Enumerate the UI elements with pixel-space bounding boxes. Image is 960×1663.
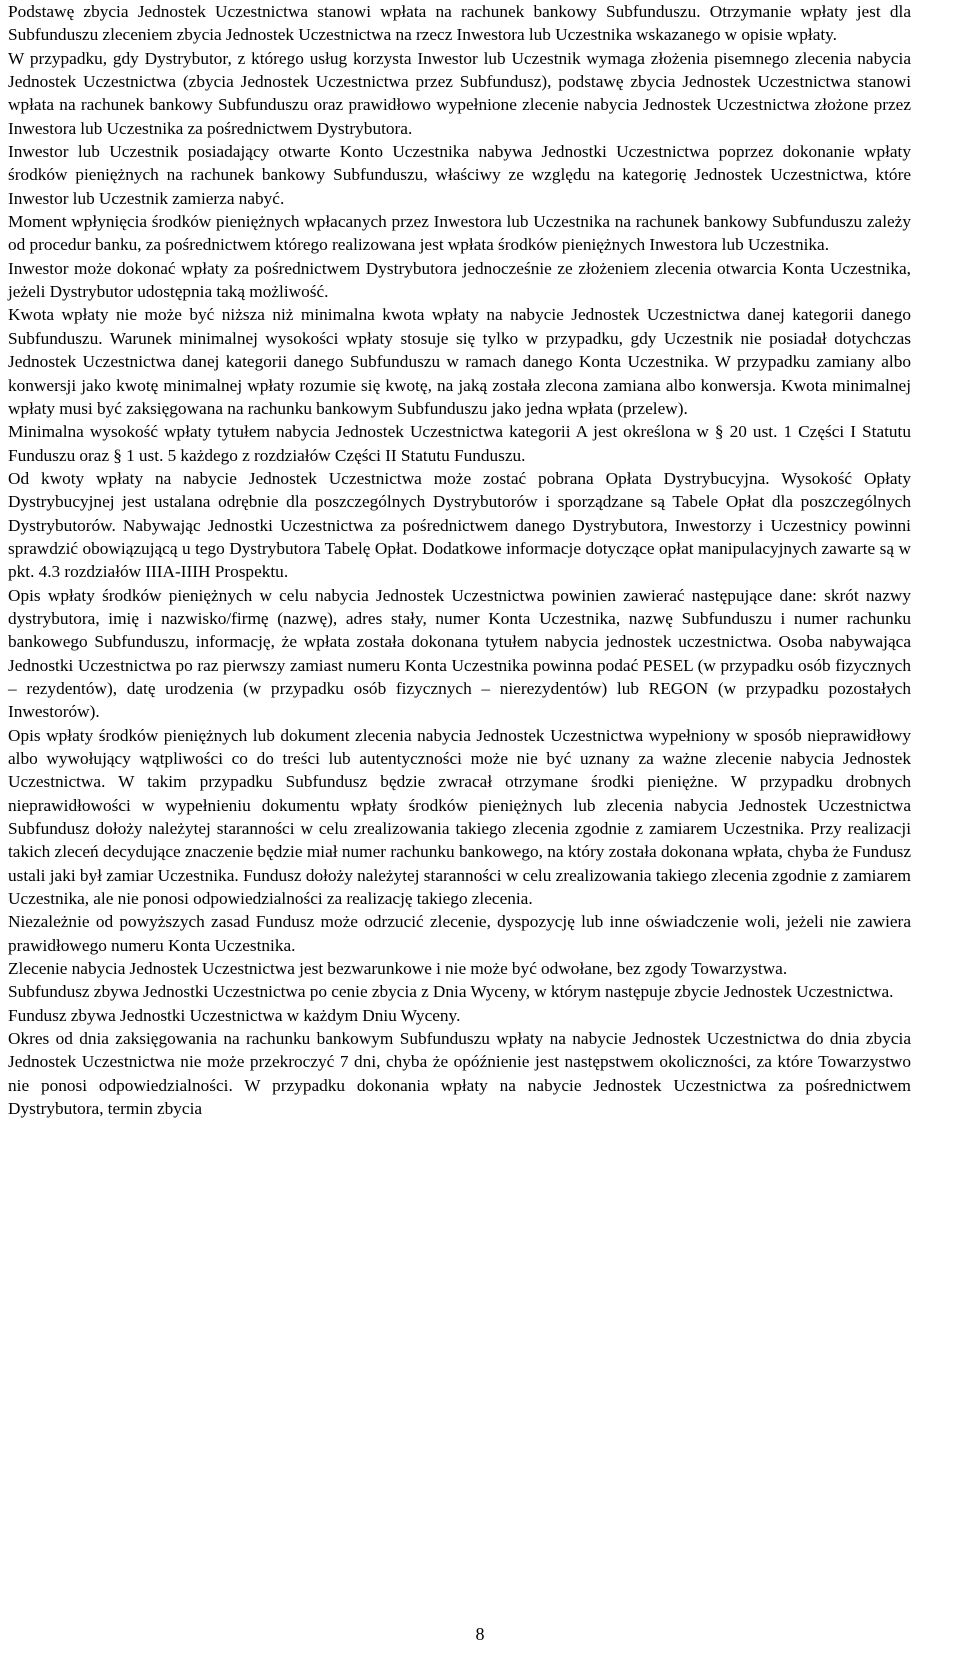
paragraph: Inwestor może dokonać wpłaty za pośrednictwem Dystrybutora jednocześnie ze złożeniem zlecenia otwarcia Konta Uczestnika, jeżeli Dystrybutor udostępnia taką możliwość.	[8, 258, 911, 302]
paragraph: Inwestor lub Uczestnik posiadający otwarte Konto Uczestnika nabywa Jednostki Uczestnictwa poprzez dokonanie wpłaty środków pieniężnych na rachunek bankowy Subfunduszu, właściwy ze względu na kategorię Jednostek Uczestnictwa, które Inwestor lub Uczestnik zamierza nabyć.	[8, 142, 911, 208]
paragraph: Kwota wpłaty nie może być niższa niż minimalna kwota wpłaty na nabycie Jednostek Uczestnictwa danej kategorii danego Subfunduszu. Warunek minimalnej wysokości wpłaty stosuje się tylko w przypadku, gdy Uczestnik nie posiadał dotychczas Jednostek Uczestnictwa danej kategorii danego Subfunduszu w ramach danego Konta Uczestnika. W przypadku zamiany albo konwersji jako kwotę minimalnej wpłaty rozumie się kwotę, na jaką została zlecona zamiana albo konwersja. Kwota minimalnej wpłaty musi być zaksięgowana na rachunku bankowym Subfunduszu jako jedna wpłata (przelew).	[8, 305, 911, 418]
paragraph: Zlecenie nabycia Jednostek Uczestnictwa jest bezwarunkowe i nie może być odwołane, bez zgody Towarzystwa.	[8, 959, 788, 979]
paragraph: W przypadku, gdy Dystrybutor, z którego usług korzysta Inwestor lub Uczestnik wymaga złożenia pisemnego zlecenia nabycia Jednostek Uczestnictwa (zbycia Jednostek Uczestnictwa przez Subfundusz), podstawę zbycia Jednostek Uczestnictwa stanowi wpłata na rachunek bankowy Subfunduszu oraz prawidłowo wypełnione zlecenie nabycia Jednostek Uczestnictwa złożone przez Inwestora lub Uczestnika za pośrednictwem Dystrybutora.	[8, 48, 911, 138]
document-page	[8, 0, 911, 1121]
paragraph: Opis wpłaty środków pieniężnych w celu nabycia Jednostek Uczestnictwa powinien zawierać następujące dane: skrót nazwy dystrybutora, imię i nazwisko/firmę (nazwę), adres stały, numer Konta Uczestnika, nazwę Subfunduszu i numer rachunku bankowego Subfunduszu, informację, że wpłata została dokonana tytułem nabycia jednostek uczestnictwa. Osoba nabywająca Jednostki Uczestnictwa po raz pierwszy zamiast numeru Konta Uczestnika powinna podać PESEL (w przypadku osób fizycznych – rezydentów), datę urodzenia (w przypadku osób fizycznych – nierezydentów) lub REGON (w przypadku pozostałych Inwestorów).	[8, 585, 911, 722]
paragraph: Opis wpłaty środków pieniężnych lub dokument zlecenia nabycia Jednostek Uczestnictwa wypełniony w sposób nieprawidłowy albo wywołujący wątpliwości co do treści lub autentyczności może nie być uznany za ważne zlecenie nabycia Jednostek Uczestnictwa. W takim przypadku Subfundusz będzie zwracał otrzymane środki pieniężne. W przypadku drobnych nieprawidłowości w wypełnieniu dokumentu wpłaty środków pieniężnych lub zlecenia nabycia Jednostek Uczestnictwa Subfundusz dołoży należytej staranności w celu zrealizowania takiego zlecenia zgodnie z zamiarem Uczestnika. Przy realizacji takich zleceń decydujące znaczenie będzie miał numer rachunku bankowego, na który została dokonana wpłata, chyba że Fundusz ustali jaki był zamiar Uczestnika. Fundusz dołoży należytej staranności w celu zrealizowania takiego zlecenia zgodnie z zamiarem Uczestnika, ale nie ponosi odpowiedzialności za realizację takiego zlecenia.	[8, 725, 911, 909]
paragraph: Okres od dnia zaksięgowania na rachunku bankowym Subfunduszu wpłaty na nabycie Jednostek Uczestnictwa do dnia zbycia Jednostek Uczestnictwa nie może przekroczyć 7 dni, chyba że opóźnienie jest następstwem okoliczności, za które Towarzystwo nie ponosi odpowiedzialności. W przypadku dokonania wpłaty na nabycie Jednostek Uczestnictwa za pośrednictwem Dystrybutora, termin zbycia	[8, 1029, 911, 1119]
page-number: 8	[475, 1624, 485, 1644]
paragraph: Minimalna wysokość wpłaty tytułem nabycia Jednostek Uczestnictwa kategorii A jest określona w § 20 ust. 1 Części I Statutu Funduszu oraz § 1 ust. 5 każdego z rozdziałów Części II Statutu Funduszu.	[8, 422, 911, 465]
paragraph: Subfundusz zbywa Jednostki Uczestnictwa po cenie zbycia z Dnia Wyceny, w którym następuje zbycie Jednostek Uczestnictwa.	[8, 982, 894, 1002]
paragraph: Fundusz zbywa Jednostki Uczestnictwa w każdym Dniu Wyceny.	[8, 1005, 461, 1025]
paragraph: Niezależnie od powyższych zasad Fundusz może odrzucić zlecenie, dyspozycję lub inne oświadczenie woli, jeżeli nie zawiera prawidłowego numeru Konta Uczestnika.	[8, 912, 911, 955]
paragraph: Od kwoty wpłaty na nabycie Jednostek Uczestnictwa może zostać pobrana Opłata Dystrybucyjna. Wysokość Opłaty Dystrybucyjnej jest ustalana odrębnie dla poszczególnych Dystrybutorów i sporządzane są Tabele Opłat dla poszczególnych Dystrybutorów. Nabywając Jednostki Uczestnictwa za pośrednictwem danego Dystrybutora, Inwestorzy i Uczestnicy powinni sprawdzić obowiązującą u tego Dystrybutora Tabelę Opłat. Dodatkowe informacje dotyczące opłat manipulacyjnych zawarte są w pkt. 4.3 rozdziałów IIIA-IIIH Prospektu.	[8, 468, 911, 582]
paragraph: Podstawę zbycia Jednostek Uczestnictwa stanowi wpłata na rachunek bankowy Subfunduszu. Otrzymanie wpłaty jest dla Subfunduszu zleceniem zbycia Jednostek Uczestnictwa na rzecz Inwestora lub Uczestnika wskazanego w opisie wpłaty.	[8, 2, 911, 45]
paragraph: Moment wpłynięcia środków pieniężnych wpłacanych przez Inwestora lub Uczestnika na rachunek bankowy Subfunduszu zależy od procedur banku, za pośrednictwem którego realizowana jest wpłata środków pieniężnych Inwestora lub Uczestnika.	[8, 212, 911, 255]
